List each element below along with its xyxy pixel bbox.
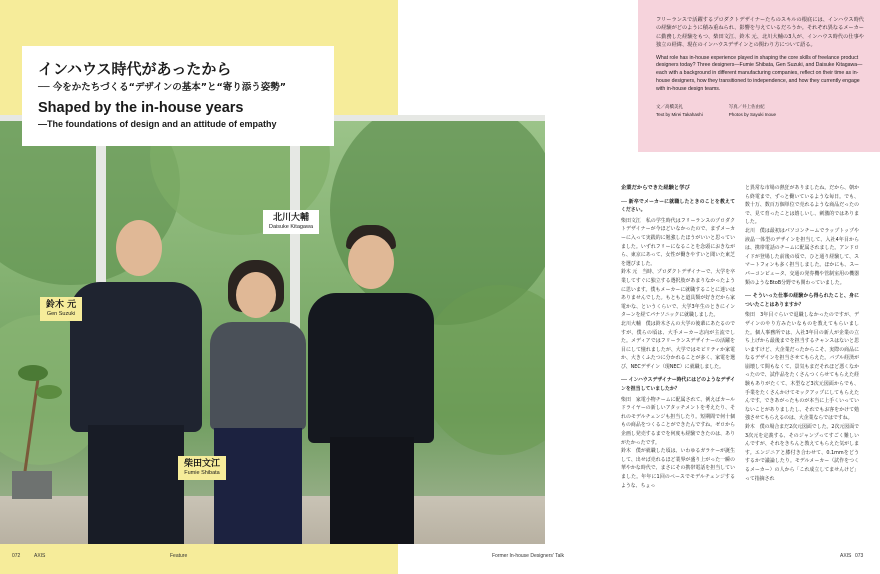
paragraph: 柴田 3年目ぐらいで退職しなかったのですが、デザインのやり方みたいなものを教えてもらいました。個人事務所では、入社3年目の新人が企業の立ち上げから最後までを担当するチャンスはないと思いますけど、大企業だったからこそ、実際の商品になるデザインを担当させてもらえた。バブル経済が崩壊して間もなくて、景気もまだそれほど悪くなかったので、試作品をたくさんつくらせてもらえた経験もありがたくて、木型など3次元図面からでも、手業をたくさんかけてモックアップにしてもらえたんです。できあがったものが本当に上手くいっていないことがありましたし、それでもお客をかけて勉強させてもらえるのは、大企業ならではですね。 <box>745 312 859 422</box>
folio-left-num: 072 <box>12 553 21 559</box>
paragraph: 柴田文江 私の学生時代はフリーランスのプロダクトデザイナーが今ほどいなかったので、まずメーカーに入って実践的に勉強したほうがいいと思っていました。いずれフリーになることを念頭におきながら、東京にあって、女性が働きやすいと聞いた東芝を選びました。 <box>621 217 735 267</box>
potted-plant <box>6 355 66 495</box>
paragraph: 北川大輔 僕は鈴木さんの大学の後輩にあたるのですが、僕らの頃は、大手メーカー志向が主流でした。メディアではフリーランスデザイナーの活躍を目にして憧れましたが、大学ではモビリティか家電か、大きくふたつに分かれることが多く、家電を選び、NECデザイン（現NEC）に就職しました。 <box>621 320 735 370</box>
title-jp: インハウス時代があったから <box>38 60 232 78</box>
name-jp: 北川大輔 <box>273 213 310 223</box>
folio-right-mag: AXIS <box>840 553 852 559</box>
intro-box <box>638 0 880 152</box>
credit-photo <box>729 104 776 118</box>
intro-jp: フリーランスで活躍するプロダクトデザイナーたちのスキルの根底には、インハウス時代の経験がどのように積み重ねられ、影響を与えているだろうか。それぞれ異なるメーカーに勤務した経験をもつ、柴田文江、鈴木 元、北川大輔の3人が、インハウス時代の仕事や独立の経緯、現在のインハウスデザインとの関わり方について語る。 <box>656 17 864 49</box>
folio-left-mag: AXIS <box>34 553 46 559</box>
interview-question: ── インハウスデザイナー時代にはどのようなデザインを担当していましたか？ <box>621 377 735 393</box>
credit-jp: 写真／井上佐由紀 <box>728 104 765 110</box>
credit-en: Text by Mirei Takahashi <box>656 111 703 117</box>
name-tag-fumie-shibata <box>178 456 226 480</box>
person-daisuke-kitagawa <box>306 225 436 544</box>
name-tag-daisuke-kitagawa <box>263 210 319 234</box>
credits <box>656 104 864 118</box>
paragraph: 鈴木 元 当時、プロダクトデザイナーで、大学を卒業してすぐに独立する選択肢があまりなかったように思います。僕もメーカーに就職することに迷いはありませんでした。もともと道具類が好きだから家電かな、というくらいで、大学3年生のときにインターンを経てパナソニックに就職しました。 <box>621 269 735 319</box>
folio-right-num: 073 <box>855 553 864 559</box>
name-tag-gen-suzuki <box>40 297 82 321</box>
interview-question: ── そういった仕事の経験から得られたこと、身についたことはありますか？ <box>745 293 859 308</box>
folio-right-section: Former In-house Designers' Talk <box>492 553 565 559</box>
subtitle-jp: ── 今をかたちづくる“デザインの基本”と“寄り添う姿勢” <box>38 82 286 93</box>
person-gen-suzuki <box>66 220 206 544</box>
name-en: Fumie Shibata <box>184 470 220 476</box>
paragraph: 柴田 家電小物チームに配属されて、例えばカールドライヤーの新しいアタッチメントを考えたり、それのモデルチェンジも担当したり。短期間で何十個もの商品をつくることができたんですね。ゼロから企画し発売するまでを何度も経験できたのは、ありがたかったです。 <box>621 396 735 446</box>
credit-jp: 文／高橋美礼 <box>656 104 683 110</box>
section-heading: 企業だからできた経験と学び <box>621 185 690 191</box>
subtitle-en: —The foundations of design and an attitude of empathy <box>38 119 277 129</box>
folio-left-section: Feature <box>170 553 188 559</box>
credit-en: Photos by Sayuki Inoue <box>728 111 776 117</box>
credit-text <box>656 104 703 118</box>
name-jp: 柴田文江 <box>184 459 221 469</box>
title-box <box>22 46 334 146</box>
title-en: Shaped by the in-house years <box>38 100 244 116</box>
paragraph: 北川 僕は最初はパソコンチームでラップトップや液晶一体型のデザインを担当して、入社4年目からは、携帯電話のチームに配属されました。アンドロイドが登場した前後の頃で、ひと通り経験して、スマートフォンも多く担当しました。ほかにも、スーパーコンピュータ、交通の発券機や管制室用の機器類のようなBtoB分野でも関わっていました。 <box>745 227 859 286</box>
intro-en: What role has in-house experience played in shaping the core skills of freelance product designers today? Three designers—Fumie Shibata, Gen Suzuki, and Daisuke Kitagawa—each with a background in different manufacturing companies, reflect on their time as in-house designers, how they transitioned to independence, and how they currently engage with in-house design teams. <box>656 54 863 92</box>
article-column-2 <box>745 184 859 544</box>
name-en: Gen Suzuki <box>46 311 76 317</box>
name-en: Daisuke Kitagawa <box>269 224 314 230</box>
person-fumie-shibata <box>206 260 310 544</box>
paragraph: と異常な市場の熱狂がありましたね。だから、朝から終電まで、ずっと働いているような毎日。でも、数十万、数百万個単位で売れるような商品だったので、見て育ったことは嬉しいし、刺激的ではありました。 <box>745 185 859 226</box>
name-jp: 鈴木 元 <box>46 300 77 310</box>
paragraph: 鈴木 僕が就職した頃は、いわゆるガラケーが誕生して、出せば売れるほど業界が盛り上がった一瞬の華やかな時代で、まさにその携帯電話を担当していました。年年に1回のペースでモデルチェンジするような、ちょっ <box>621 448 735 489</box>
article-column-1 <box>621 184 735 544</box>
interview-question: ── 新卒でメーカーに就職したときのことを教えてください。 <box>621 198 735 214</box>
group-photo <box>0 115 545 544</box>
paragraph: 鈴木 僕の場合まだ2次元図面でした。2次元図面で3次元を定義する、そのジャンプってすごく難しいんですが、それをきちんと教えてもらえた気がします。エンジニアと膝付き合わせて、0.1mmをどうするかで議論したり。モデルメーカー（試作をつくるメーカー）の人から「これ成立してませんけど」って指摘され <box>745 424 859 482</box>
